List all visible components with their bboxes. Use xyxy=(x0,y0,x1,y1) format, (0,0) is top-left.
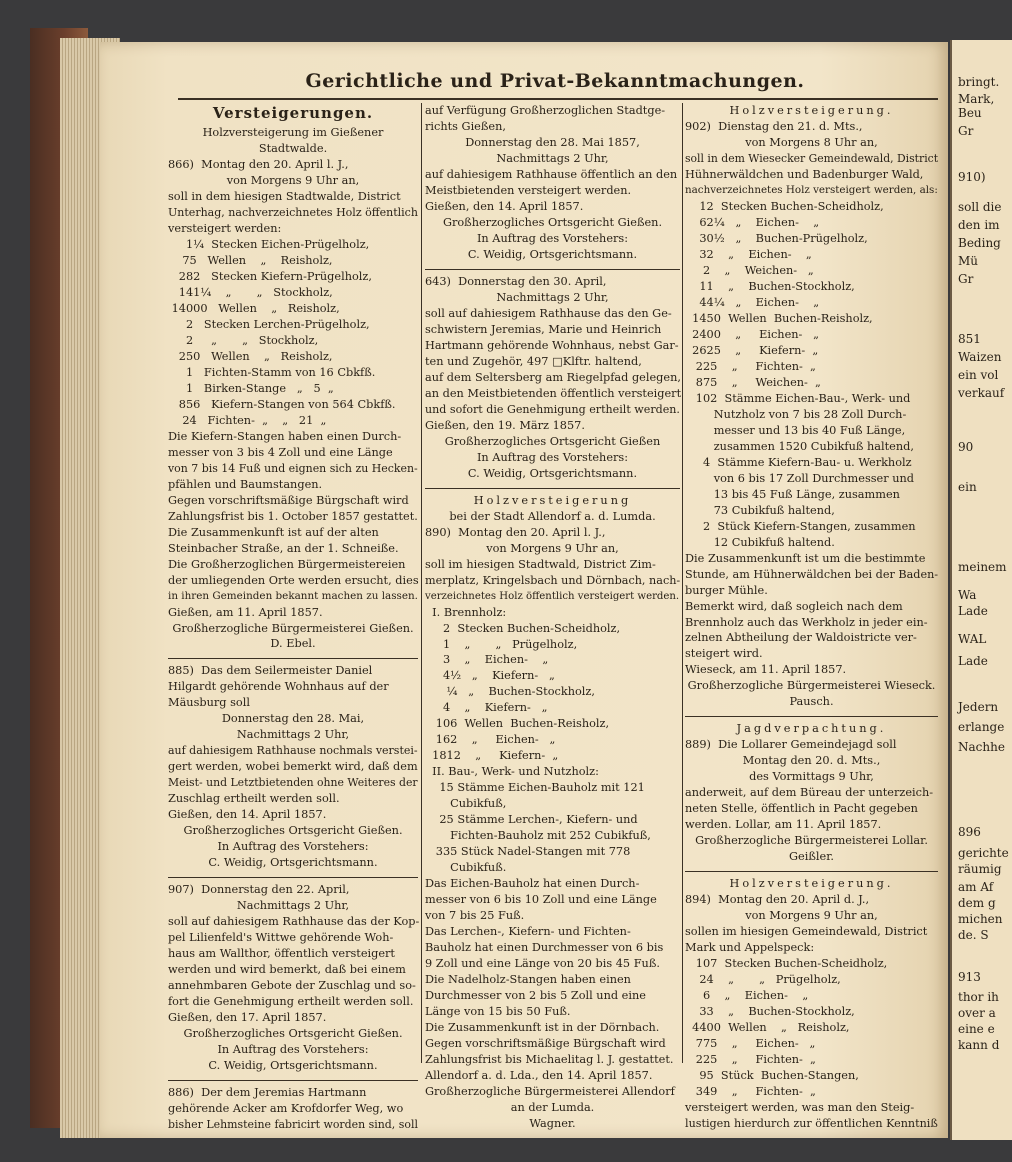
text-line: auf dem Seltersberg am Riegelpfad gelegen, xyxy=(425,370,681,384)
text-line: Holzversteigerung im Gießener xyxy=(202,125,384,139)
text-line: messer und 13 bis 40 Fuß Länge, xyxy=(685,423,906,437)
text-line: 62¼ „ Eichen- „ xyxy=(685,215,820,229)
text-line: Meist- und Letztbietenden ohne Weiteres der xyxy=(168,776,418,790)
adjacent-page-text: verkauf xyxy=(958,386,1005,400)
notice-heading: Holzversteigerung xyxy=(473,493,632,507)
text-line: richts Gießen, xyxy=(425,119,506,133)
text-line: Großherzogliche Bürgermeisterei Allendorf xyxy=(425,1085,675,1099)
adjacent-page-text: Beding xyxy=(958,236,1001,250)
adjacent-page-text: Gr xyxy=(958,272,974,286)
text-line: messer von 6 bis 10 Zoll und eine Länge xyxy=(425,893,657,907)
text-line: Geißler. xyxy=(789,850,834,864)
notice-separator xyxy=(168,658,418,659)
text-line: 775 „ Eichen- „ xyxy=(685,1037,816,1051)
text-line: 643) Donnerstag den 30. April, xyxy=(425,274,607,288)
text-line: von 7 bis 14 Fuß und eignen sich zu Hecken- xyxy=(168,461,418,475)
text-line: 2 „ „ Stockholz, xyxy=(168,333,319,347)
text-line: Hilgardt gehörende Wohnhaus auf der xyxy=(168,680,389,694)
text-line: soll in dem hiesigen Stadtwalde, District xyxy=(168,189,401,203)
text-line: In Auftrag des Vorstehers: xyxy=(217,1043,369,1057)
text-line: soll auf dahiesigem Rathhause das den Ge- xyxy=(425,306,672,320)
column-right xyxy=(685,103,938,1132)
text-line: bei der Stadt Allendorf a. d. Lumda. xyxy=(449,509,656,523)
text-line: Bemerkt wird, daß sogleich nach dem xyxy=(685,599,903,613)
text-line: Gießen, den 19. März 1857. xyxy=(425,418,585,432)
column-divider xyxy=(421,103,422,1063)
column-divider xyxy=(682,103,683,1063)
text-line: Gießen, den 14. April 1857. xyxy=(168,808,327,822)
text-line: lustigen hierdurch zur öffentlichen Kenntniß xyxy=(685,1117,938,1131)
text-line: versteigert werden, was man den Steig- xyxy=(685,1101,915,1115)
text-line: Hühnerwäldchen und Badenburger Wald, xyxy=(685,167,924,181)
text-line: der umliegenden Orte werden ersucht, dies xyxy=(168,573,419,587)
text-line: 335 Stück Nadel-Stangen mit 778 xyxy=(425,845,631,859)
text-line: Die Zusammenkunft ist um die bestimmte xyxy=(685,551,926,565)
text-line: haus am Wallthor, öffentlich versteigert xyxy=(168,947,395,961)
text-line: bisher Lehmsteine fabricirt worden sind, soll xyxy=(168,1118,418,1132)
text-line: nachverzeichnetes Holz versteigert werden, als: xyxy=(685,183,938,196)
text-line: Cubikfuß. xyxy=(425,861,507,875)
text-line: 2 „ Weichen- „ xyxy=(685,263,814,277)
text-line: Nachmittags 2 Uhr, xyxy=(496,151,609,165)
text-line: von Morgens 8 Uhr an, xyxy=(745,135,878,149)
text-line: Unterhag, nachverzeichnetes Holz öffentlich xyxy=(168,205,418,219)
text-line: 2 Stück Kiefern-Stangen, zusammen xyxy=(685,519,916,533)
text-line: anderweit, auf dem Büreau der unterzeich- xyxy=(685,786,934,800)
adjacent-page-text: Waizen xyxy=(958,350,1002,364)
text-line: Meistbietenden versteigert werden. xyxy=(425,183,632,197)
adjacent-page-text: 913 xyxy=(958,970,981,984)
text-line: soll in dem Wiesecker Gemeindewald, District xyxy=(685,151,939,165)
text-line: auf dahiesigem Rathhause öffentlich an den xyxy=(425,167,678,181)
text-line: 875 „ Weichen- „ xyxy=(685,375,821,389)
text-line: Gießen, am 11. April 1857. xyxy=(168,605,323,619)
text-line: Donnerstag den 28. Mai 1857, xyxy=(465,135,640,149)
text-line: 866) Montag den 20. April l. J., xyxy=(168,157,349,171)
text-line: steigert wird. xyxy=(685,647,763,661)
text-line: Großherzogliche Bürgermeisterei Lollar. xyxy=(695,834,928,848)
text-line: 75 Wellen „ Reisholz, xyxy=(168,253,333,267)
text-line: Fichten-Bauholz mit 252 Cubikfuß, xyxy=(425,829,651,843)
text-line: Großherzogliche Bürgermeisterei Wieseck. xyxy=(687,679,936,693)
adjacent-page-edge xyxy=(950,40,1012,1140)
text-line: Die Großherzoglichen Bürgermeistereien xyxy=(168,557,406,571)
text-line: 250 Wellen „ Reisholz, xyxy=(168,349,333,363)
text-line: 1450 Wellen Buchen-Reisholz, xyxy=(685,311,873,325)
text-line: Gießen, den 14. April 1857. xyxy=(425,199,584,213)
text-line: Brennholz auch das Werkholz in jeder ein- xyxy=(685,615,928,629)
text-line: Steinbacher Straße, an der 1. Schneiße. xyxy=(168,541,399,555)
text-line: 11 „ Buchen-Stockholz, xyxy=(685,279,855,293)
text-line: Nachmittags 2 Uhr, xyxy=(236,899,350,913)
text-line: 889) Die Lollarer Gemeindejagd soll xyxy=(685,738,897,752)
masthead-rule xyxy=(178,98,938,100)
text-line: In Auftrag des Vorstehers: xyxy=(217,840,369,854)
text-line: zelnen Abtheilung der Waldoistricte ver- xyxy=(685,631,917,645)
text-line: fort die Genehmigung ertheilt werden soll. xyxy=(168,995,414,1009)
text-line: 106 Wellen Buchen-Reisholz, xyxy=(425,717,610,731)
text-line: Hartmann gehörende Wohnhaus, nebst Gar- xyxy=(425,338,679,352)
text-line: 4½ „ Kiefern- „ xyxy=(425,669,555,683)
text-line: verzeichnetes Holz öffentlich versteigert werden. xyxy=(425,590,680,602)
notice-separator xyxy=(685,716,938,717)
text-line: Zuschlag ertheilt werden soll. xyxy=(168,792,340,806)
text-line: gehörende Acker am Krofdorfer Weg, wo xyxy=(168,1102,404,1116)
notice-separator xyxy=(168,877,418,878)
text-line: 102 Stämme Eichen-Bau-, Werk- und xyxy=(685,391,911,405)
text-line: 32 „ Eichen- „ xyxy=(685,247,812,261)
text-line: Bauholz hat einen Durchmesser von 6 bis xyxy=(425,941,664,955)
text-line: neten Stelle, öffentlich in Pacht gegeben xyxy=(685,802,918,816)
text-line: 1812 „ Kiefern- „ xyxy=(425,749,559,763)
text-line: 282 Stecken Kiefern-Prügelholz, xyxy=(168,269,372,283)
text-line: auf dahiesigem Rathhause nochmals verstei- xyxy=(168,744,418,758)
text-line: sollen im hiesigen Gemeindewald, District xyxy=(685,925,928,939)
text-line: 1¼ Stecken Eichen-Prügelholz, xyxy=(168,237,370,251)
page-masthead: Gerichtliche und Privat-Bekanntmachungen. xyxy=(305,70,805,92)
adjacent-page-text: Nachhe xyxy=(958,740,1005,754)
notice-separator xyxy=(168,1080,418,1081)
adjacent-page-text: michen xyxy=(958,912,1003,926)
text-line: Pausch. xyxy=(789,695,834,709)
text-line: von 6 bis 17 Zoll Durchmesser und xyxy=(685,471,915,485)
text-line: Nutzholz von 7 bis 28 Zoll Durch- xyxy=(685,407,907,421)
text-line: Durchmesser von 2 bis 5 Zoll und eine xyxy=(425,989,646,1003)
adjacent-page-text: de. S xyxy=(958,928,989,942)
text-line: soll im hiesigen Stadtwald, District Zim- xyxy=(425,557,656,571)
adjacent-page-text: am Af xyxy=(958,880,994,894)
text-line: 225 „ Fichten- „ xyxy=(685,1053,816,1067)
adjacent-page-text: meinem xyxy=(958,560,1007,574)
adjacent-page-text: Beu xyxy=(958,106,982,120)
text-line: Großherzogliches Ortsgericht Gießen xyxy=(444,434,661,448)
text-line: 107 Stecken Buchen-Scheidholz, xyxy=(685,957,888,971)
text-line: 4 Stämme Kiefern-Bau- u. Werkholz xyxy=(685,455,912,469)
text-line: Großherzogliches Ortsgericht Gießen. xyxy=(183,824,403,838)
text-line: 907) Donnerstag den 22. April, xyxy=(168,883,350,897)
text-line: 33 „ Buchen-Stockholz, xyxy=(685,1005,855,1019)
text-line: 24 Fichten- „ „ 21 „ xyxy=(168,413,327,427)
adjacent-page-text: Lade xyxy=(958,654,988,668)
text-line: schwistern Jeremias, Marie und Heinrich xyxy=(425,322,662,336)
text-line: 162 „ Eichen- „ xyxy=(425,733,556,747)
text-line: Die Zusammenkunft ist auf der alten xyxy=(168,525,379,539)
text-line: 2 Stecken Lerchen-Prügelholz, xyxy=(168,317,370,331)
text-line: 9 Zoll und eine Länge von 20 bis 45 Fuß. xyxy=(425,957,660,971)
text-line: 4 „ Kiefern- „ xyxy=(425,701,548,715)
text-line: 225 „ Fichten- „ xyxy=(685,359,816,373)
text-line: Donnerstag den 28. Mai, xyxy=(221,712,365,726)
text-line: Mark und Appelspeck: xyxy=(685,941,815,955)
text-line: 890) Montag den 20. April l. J., xyxy=(425,525,606,539)
text-line: von Morgens 9 Uhr an, xyxy=(486,541,619,555)
adjacent-page-text: soll die xyxy=(958,200,1002,214)
text-line: Großherzogliche Bürgermeisterei Gießen. xyxy=(172,621,414,635)
text-line: Nachmittags 2 Uhr, xyxy=(496,290,609,304)
text-line: 12 Cubikfuß haltend. xyxy=(685,535,835,549)
adjacent-page-text: Jedern xyxy=(958,700,999,714)
text-line: Das Lerchen-, Kiefern- und Fichten- xyxy=(425,925,631,939)
adjacent-page-text: Lade xyxy=(958,604,988,618)
notice-heading: Holzversteigerung. xyxy=(729,877,894,891)
adjacent-page-text: 910) xyxy=(958,170,986,184)
text-line: Allendorf a. d. Lda., den 14. April 1857. xyxy=(425,1069,653,1083)
notice-separator xyxy=(425,488,680,489)
text-line: pel Lilienfeld's Wittwe gehörende Woh- xyxy=(168,931,394,945)
text-line: In Auftrag des Vorstehers: xyxy=(476,450,629,464)
text-line: 15 Stämme Eichen-Bauholz mit 121 xyxy=(425,781,645,795)
adjacent-page-text: dem g xyxy=(958,896,996,910)
text-line: des Vormittags 9 Uhr, xyxy=(749,770,874,784)
adjacent-page-text: 90 xyxy=(958,440,974,454)
adjacent-page-text: Mark, xyxy=(958,92,995,106)
text-line: pfählen und Baumstangen. xyxy=(168,477,323,491)
column-middle xyxy=(425,103,680,1132)
text-line: Länge von 15 bis 50 Fuß. xyxy=(425,1005,571,1019)
text-line: C. Weidig, Ortsgerichtsmann. xyxy=(208,856,378,870)
text-line: 30½ „ Buchen-Prügelholz, xyxy=(685,231,868,245)
text-line: und sofort die Genehmigung ertheilt werden. xyxy=(425,402,680,416)
text-line: gert werden, wobei bemerkt wird, daß dem xyxy=(168,760,418,774)
text-line: von Morgens 9 Uhr an, xyxy=(226,173,360,187)
text-line: Stunde, am Hühnerwäldchen bei der Baden- xyxy=(685,567,939,581)
text-line: Großherzogliches Ortsgericht Gießen. xyxy=(183,1027,403,1041)
text-line: auf Verfügung Großherzoglichen Stadtge- xyxy=(425,104,666,117)
text-line: Die Nadelholz-Stangen haben einen xyxy=(425,973,631,987)
text-line: Mäusburg soll xyxy=(168,696,250,710)
text-line: C. Weidig, Ortsgerichtsmann. xyxy=(208,1059,378,1073)
text-line: versteigert werden: xyxy=(168,221,282,235)
text-line: messer von 3 bis 4 Zoll und eine Länge xyxy=(168,445,393,459)
text-line: 6 „ Eichen- „ xyxy=(685,989,809,1003)
text-line: 44¼ „ Eichen- „ xyxy=(685,295,820,309)
adjacent-page-text: erlange xyxy=(958,720,1005,734)
text-line: 24 „ „ Prügelholz, xyxy=(685,973,841,987)
adjacent-page-text: Gr xyxy=(958,124,974,138)
adjacent-page-text: 896 xyxy=(958,825,981,839)
text-line: werden. Lollar, am 11. April 1857. xyxy=(685,818,882,832)
text-line: Gegen vorschriftsmäßige Bürgschaft wird xyxy=(425,1037,666,1051)
text-line: Nachmittags 2 Uhr, xyxy=(236,728,350,742)
adjacent-page-text: kann d xyxy=(958,1038,1000,1052)
text-line: von Morgens 9 Uhr an, xyxy=(745,909,878,923)
text-line: 1 Fichten-Stamm von 16 Cbkfß. xyxy=(168,365,376,379)
text-line: soll auf dahiesigem Rathhause das der Kop- xyxy=(168,915,420,929)
text-line: 73 Cubikfuß haltend, xyxy=(685,503,835,517)
text-line: merplatz, Kringelsbach und Dörnbach, nach- xyxy=(425,573,681,587)
text-line: Zahlungsfrist bis 1. October 1857 gestattet. xyxy=(168,509,418,523)
text-line: 902) Dienstag den 21. d. Mts., xyxy=(685,119,863,133)
text-line: Die Kiefern-Stangen haben einen Durch- xyxy=(168,429,402,443)
text-line: ten und Zugehör, 497 □Klftr. haltend, xyxy=(425,354,642,368)
text-line: Großherzogliches Ortsgericht Gießen. xyxy=(442,215,663,229)
adjacent-page-text: ein xyxy=(958,480,977,494)
adjacent-page-text: Wa xyxy=(958,588,977,602)
text-line: II. Bau-, Werk- und Nutzholz: xyxy=(425,765,599,779)
text-line: I. Brennholz: xyxy=(425,605,507,619)
text-line: annehmbaren Gebote der Zuschlag und so- xyxy=(168,979,416,993)
text-line: 885) Das dem Seilermeister Daniel xyxy=(168,664,373,678)
section-title: Versteigerungen. xyxy=(212,104,374,122)
adjacent-page-text: thor ih xyxy=(958,990,999,1004)
text-line: 1 Birken-Stange „ 5 „ xyxy=(168,381,334,395)
text-line: 894) Montag den 20. April d. J., xyxy=(685,893,870,907)
text-line: Cubikfuß, xyxy=(425,797,507,811)
text-line: Gießen, den 17. April 1857. xyxy=(168,1011,327,1025)
text-line: Das Eichen-Bauholz hat einen Durch- xyxy=(425,877,640,891)
text-line: burger Mühle. xyxy=(685,583,768,597)
notice-heading: Holzversteigerung. xyxy=(729,104,894,117)
text-line: Zahlungsfrist bis Michaelitag l. J. gestattet. xyxy=(425,1053,674,1067)
text-line: 25 Stämme Lerchen-, Kiefern- und xyxy=(425,813,638,827)
adjacent-page-text: 851 xyxy=(958,332,981,346)
adjacent-page-text: ein vol xyxy=(958,368,999,382)
text-line: 2625 „ Kiefern- „ xyxy=(685,343,819,357)
text-line: Gegen vorschriftsmäßige Bürgschaft wird xyxy=(168,493,409,507)
text-line: 2 Stecken Buchen-Scheidholz, xyxy=(425,621,621,635)
adjacent-page-text: gerichte xyxy=(958,846,1009,860)
column-left xyxy=(168,103,418,1133)
text-line: Wagner. xyxy=(529,1117,576,1131)
text-line: Stadtwalde. xyxy=(258,141,328,155)
text-line: In Auftrag des Vorstehers: xyxy=(476,231,629,245)
text-line: 886) Der dem Jeremias Hartmann xyxy=(168,1086,367,1100)
adjacent-page-text: räumig xyxy=(958,862,1002,876)
text-line: C. Weidig, Ortsgerichtsmann. xyxy=(467,247,638,261)
text-line: 141¼ „ „ Stockholz, xyxy=(168,285,333,299)
text-line: Montag den 20. d. Mts., xyxy=(742,754,881,768)
adjacent-page-text: Mü xyxy=(958,254,979,268)
adjacent-page-text: eine e xyxy=(958,1022,995,1036)
text-line: 1 „ „ Prügelholz, xyxy=(425,637,578,651)
text-line: in ihren Gemeinden bekannt machen zu lassen. xyxy=(168,589,418,602)
adjacent-page-text: bringt. xyxy=(958,75,1000,89)
text-line: zusammen 1520 Cubikfuß haltend, xyxy=(685,439,914,453)
notice-heading: Jagdverpachtung. xyxy=(736,722,887,736)
text-line: D. Ebel. xyxy=(270,637,316,651)
text-line: 3 „ Eichen- „ xyxy=(425,653,549,667)
text-line: 12 Stecken Buchen-Scheidholz, xyxy=(685,199,884,213)
text-line: 14000 Wellen „ Reisholz, xyxy=(168,301,340,315)
text-line: an den Meistbietenden öffentlich versteigert xyxy=(425,386,682,400)
text-line: 95 Stück Buchen-Stangen, xyxy=(685,1069,859,1083)
text-line: 349 „ Fichten- „ xyxy=(685,1085,816,1099)
adjacent-page-text: den im xyxy=(958,218,1000,232)
text-line: 4400 Wellen „ Reisholz, xyxy=(685,1021,850,1035)
text-line: C. Weidig, Ortsgerichtsmann. xyxy=(467,466,638,480)
text-line: Die Zusammenkunft ist in der Dörnbach. xyxy=(425,1021,660,1035)
text-line: 13 bis 45 Fuß Länge, zusammen xyxy=(685,487,900,501)
text-line: an der Lumda. xyxy=(510,1101,595,1115)
adjacent-page-text: over a xyxy=(958,1006,996,1020)
notice-separator xyxy=(425,269,680,270)
text-line: 856 Kiefern-Stangen von 564 Cbkfß. xyxy=(168,397,396,411)
text-line: Wieseck, am 11. April 1857. xyxy=(685,663,847,677)
text-line: werden und wird bemerkt, daß bei einem xyxy=(168,963,406,977)
text-line: ¼ „ Buchen-Stockholz, xyxy=(425,685,595,699)
text-line: von 7 bis 25 Fuß. xyxy=(425,909,525,923)
adjacent-page-text: WAL xyxy=(958,632,987,646)
text-line: 2400 „ Eichen- „ xyxy=(685,327,819,341)
notice-separator xyxy=(685,871,938,872)
